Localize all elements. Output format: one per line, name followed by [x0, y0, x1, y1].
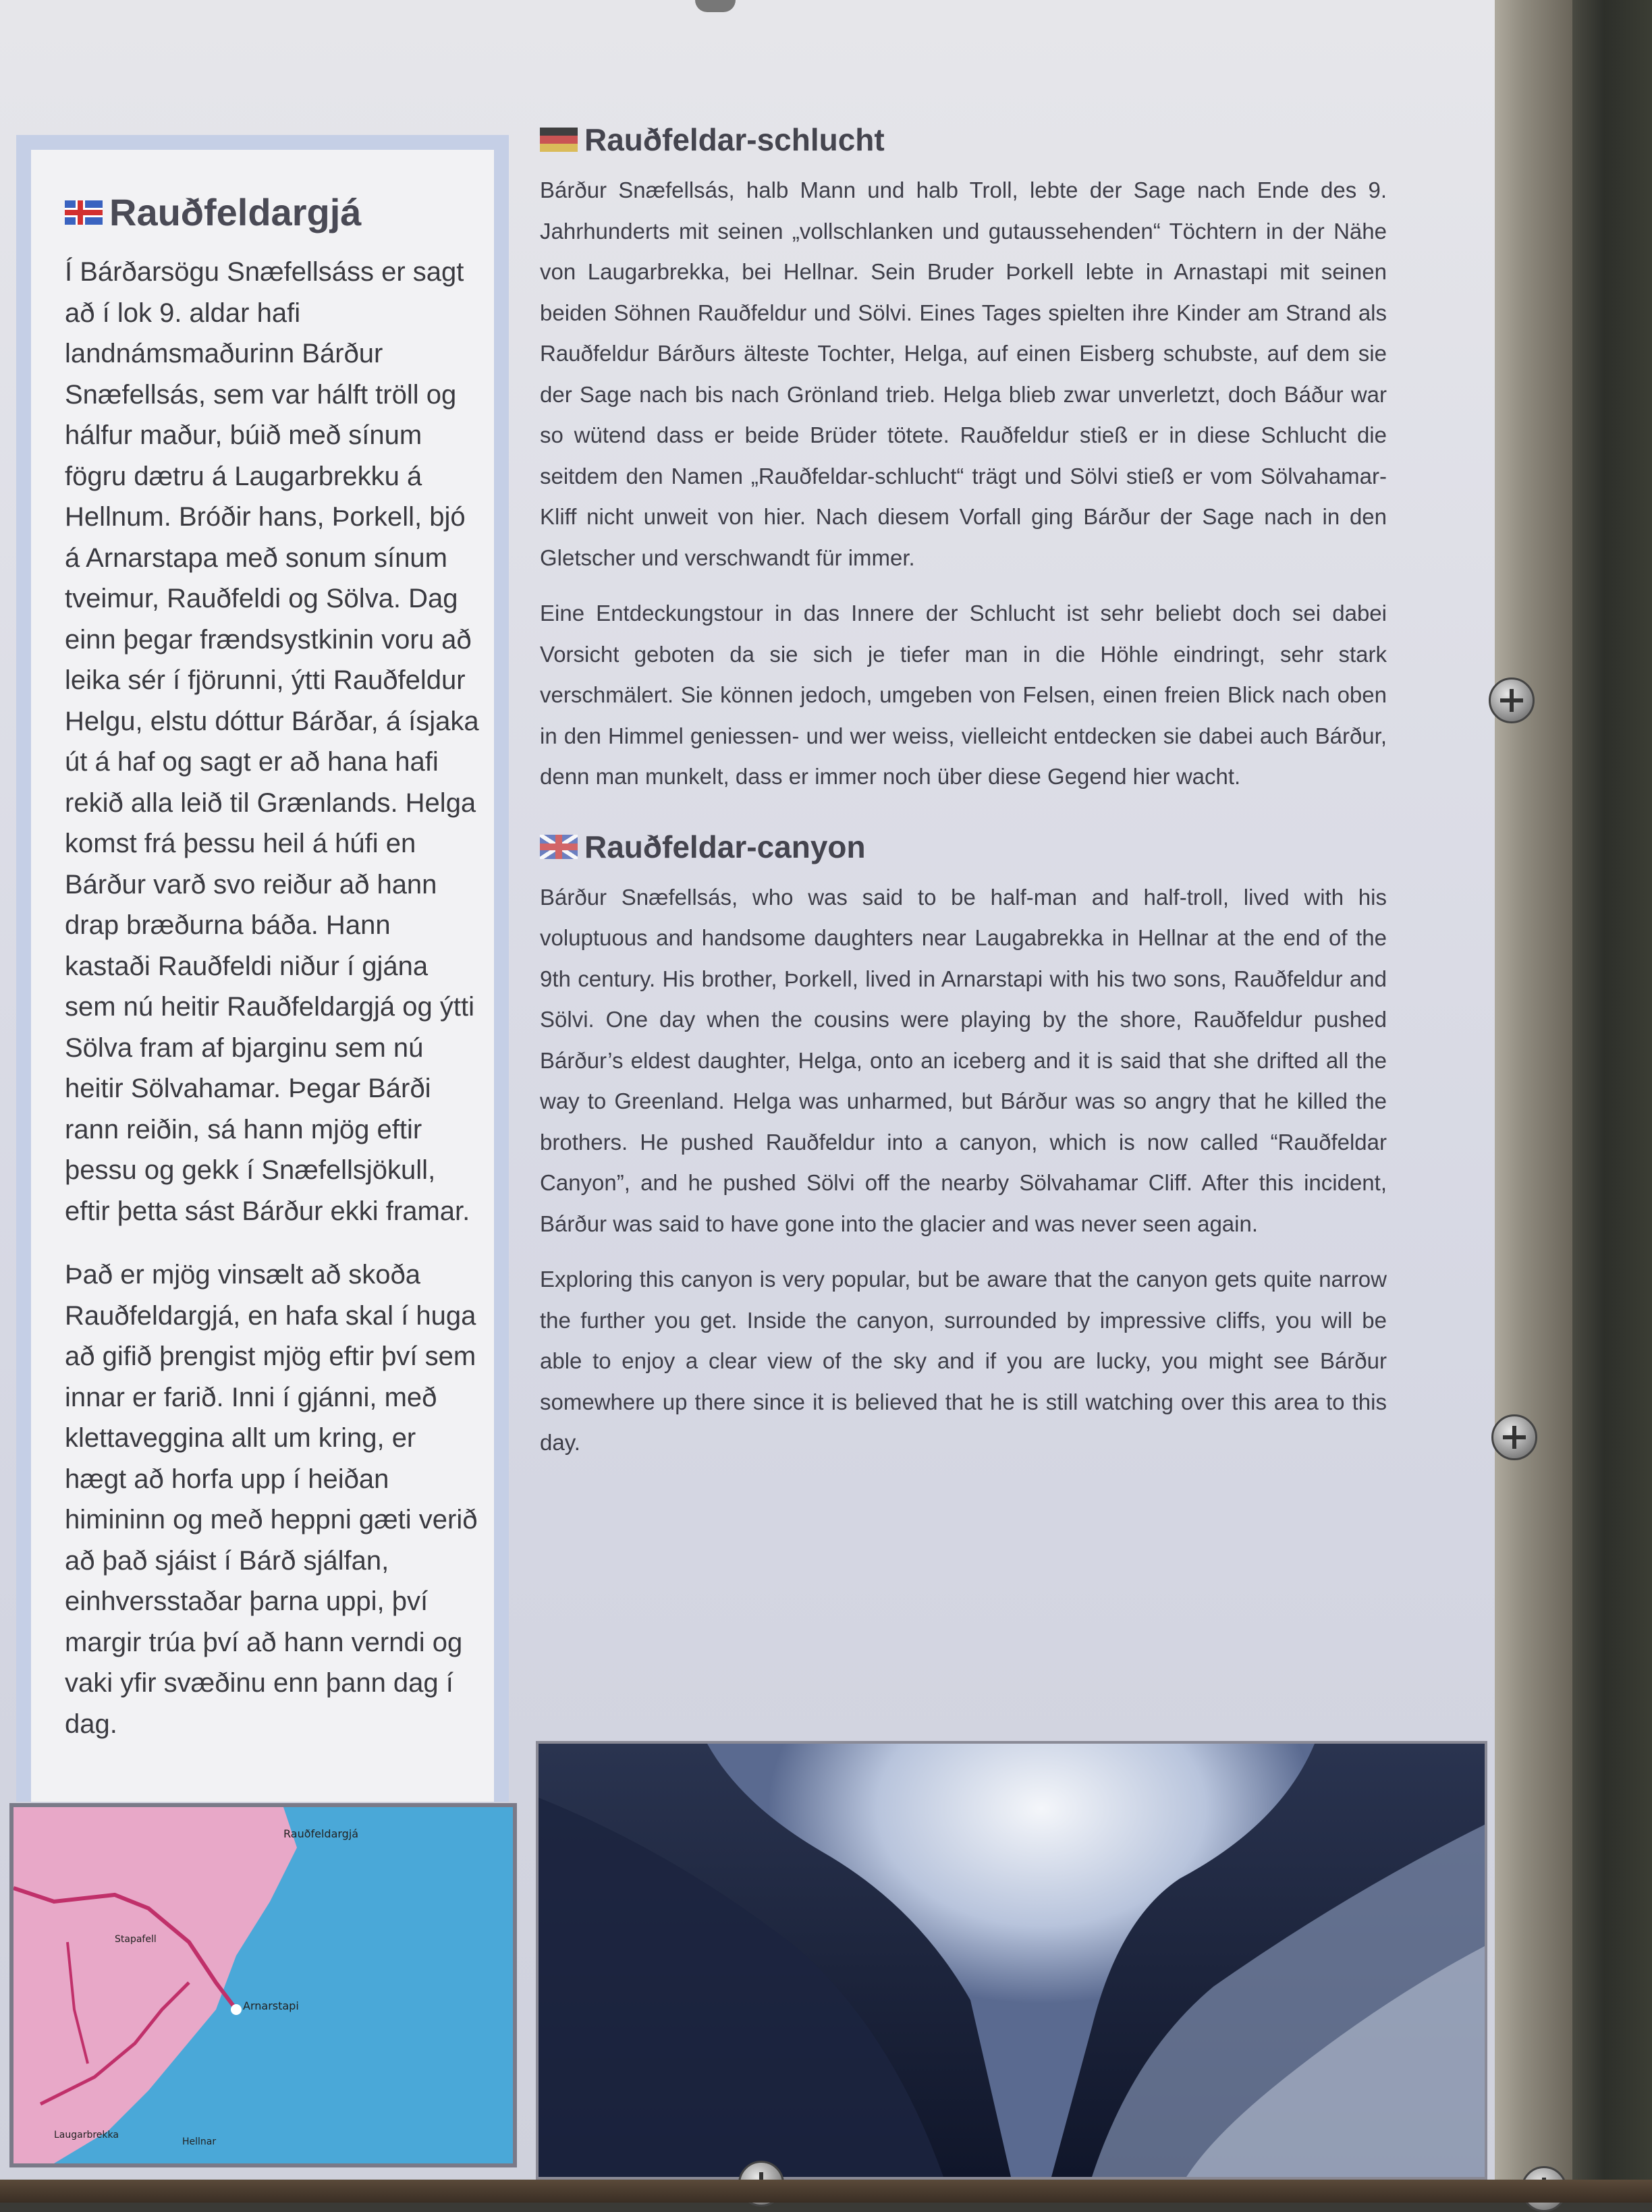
- sign-frame: [1485, 0, 1572, 2203]
- map-label-gorge: Rauðfeldargjá: [283, 1827, 359, 1840]
- german-english-column: [540, 121, 1387, 1464]
- english-section: [540, 829, 1387, 1464]
- screw-top-right: [1489, 678, 1535, 723]
- german-title-text: Rauðfeldar-schlucht: [584, 122, 885, 157]
- map-label-hellnar: Hellnar: [182, 2136, 217, 2147]
- icelandic-title-text: Rauðfeldargjá: [109, 191, 362, 233]
- germany-flag-icon: [540, 128, 578, 152]
- map-marker-arnarstapi: [231, 2004, 242, 2015]
- rock-background: [1572, 0, 1652, 2203]
- german-paragraph-1: Bárður Snæfellsás, halb Mann und halb Troll, lebte der Sage nach Ende des 9. Jahrhunderts mit seinen „vollschlanken und gutaussehenden“ Töchtern in der Nähe von Laugarbrekka, bei Hellnar. Sein Bruder Þorkell lebte in Arnastapi mit seinen beiden Söhnen Rauðfeldur und Sölvi. Eines Tages spielten ihre Kinder am Strand als Rauðfeldur Bárðurs älteste Tochter, Helga, auf einen Eisberg schubste, auf dem sie der Sage nach bis nach Grönland trieb. Helga blieb zwar unverletzt, doch Báður war so wütend dass er beide Brüder tötete. Rauðfeldur stieß er in diese Schlucht die seitdem den Namen „Rauðfeldar-schlucht“ trägt und Sölvi stieß er vom Sölvahamar-Kliff nicht unweit von hier. Nach diesem Vorfall ging Bárður der Sage nach in den Gletscher und verschwandt für immer.: [540, 177, 1387, 570]
- icelandic-title: [65, 190, 467, 234]
- screw-middle-right: [1491, 1414, 1537, 1460]
- top-clip: [695, 0, 736, 12]
- english-paragraph-1: Bárður Snæfellsás, who was said to be half-man and half-troll, lived with his voluptuous and handsome daughters near Laugabrekka in Hellnar at the end of the 9th century. His brother, Þorkell, lived in Arnarstapi with his two sons, Rauðfeldur and Sölvi. One day when the cousins were playing by the shore, Rauðfeldur pushed Bárður’s eldest daughter, Helga, onto an iceberg and it is said that she drifted all the way to Greenland. Helga was unharmed, but Bárður was so angry that he killed the brothers. He pushed Rauðfeldur into a canyon, which is now called “Rauðfeldar Canyon”, and he pushed Sölvi off the nearby Sölvahamar Cliff. After this incident, Bárður was said to have gone into the glacier and was never seen again.: [540, 884, 1387, 1236]
- english-title: [540, 829, 1387, 865]
- map-land: [13, 1807, 297, 2163]
- bottom-rail: [0, 2180, 1652, 2203]
- uk-flag-icon: [540, 835, 578, 859]
- english-title-text: Rauðfeldar-canyon: [584, 829, 866, 864]
- canyon-photo: [536, 1741, 1487, 2180]
- icelandic-column: [16, 135, 509, 1802]
- canyon-photo-graphic: [539, 1744, 1485, 2177]
- map-label-stapafell: Stapafell: [115, 1934, 157, 1945]
- german-paragraph-2: Eine Entdeckungstour in das Innere der Schlucht ist sehr beliebt doch sei dabei Vorsicht geboten da sie sich je tiefer man in die Höhle eindringt, sehr stark verschmälert. Sie können jedoch, umgeben von Felsen, einen freien Blick nach oben in den Himmel geniessen- und wer weiss, vielleicht entdecken sie dabei auch Bárður, denn man munkelt, dass er immer noch über diese Gegend hier wacht.: [540, 601, 1387, 789]
- map-label-arnarstapi: Arnarstapi: [243, 1999, 299, 2012]
- map-graphic: [13, 1807, 513, 2163]
- german-title: [540, 121, 1387, 158]
- icelandic-paragraph-2: Það er mjög vinsælt að skoða Rauðfeldargjá, en hafa skal í huga að gifið þrengist mjög eftir því sem innar er farið. Inni í gjánni, með klettaveggina allt um kring, er hægt að horfa upp í heiðan himininn og með heppni gæti verið að það sjáist í Bárð sjálfan, einhversstaðar þarna uppi, því margir trúa því að hann verndi og vaki yfir svæðinu enn þann dag í dag.: [65, 1260, 478, 1739]
- map-label-laugarbrekka: Laugarbrekka: [54, 2130, 119, 2140]
- area-map: [9, 1803, 517, 2167]
- english-paragraph-2: Exploring this canyon is very popular, but be aware that the canyon gets quite narrow the further you get. Inside the canyon, surrounded by impressive cliffs, you will be able to enjoy a clear view of the sky and if you are lucky, you might see Bárður somewhere up there since it is believed that he is still watching over this area to this day.: [540, 1267, 1387, 1455]
- iceland-flag-icon: [65, 200, 103, 225]
- icelandic-paragraph-1: Í Bárðarsögu Snæfellsáss er sagt að í lok 9. aldar hafi landnámsmaðurinn Bárður Snæfellsás, sem var hálft tröll og hálfur maður, búið með sínum fögru dætru á Laugarbrekku á Hellnum. Bróðir hans, Þorkell, bjó á Arnarstapa með sonum sínum tveimur, Rauðfeldi og Sölva. Dag einn þegar frændsystkinin voru að leika sér í fjörunni, ýtti Rauðfeldur Helgu, elstu dóttur Bárðar, á ísjaka út á haf og sagt er að hana hafi rekið alla leið til Grænlands. Helga komst frá þessu heil á húfi en Bárður varð svo reiður að hann drap bræðurna báða. Hann kastaði Rauðfeldi niður í gjána sem nú heitir Rauðfeldargjá og ýtti Sölva fram af bjarginu sem nú heitir Sölvahamar. Þegar Bárði rann reiðin, sá hann mjög eftir þessu og gekk í Snæfellsjökull, eftir þetta sást Bárður ekki framar.: [65, 257, 479, 1226]
